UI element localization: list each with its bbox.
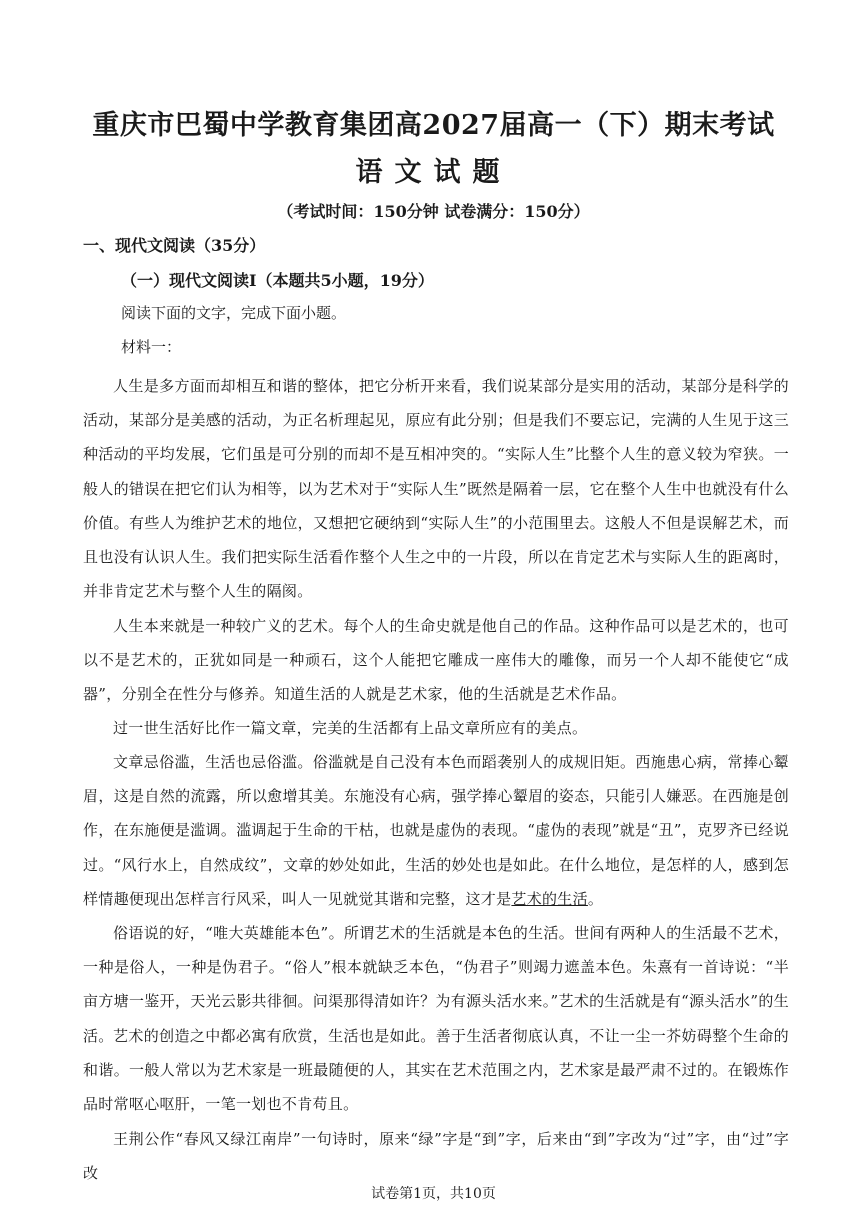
paragraph-end: 。 bbox=[587, 889, 604, 908]
paragraph bbox=[83, 745, 789, 916]
exam-title: 重庆市巴蜀中学教育集团高2027届高一（下）期末考试 bbox=[92, 110, 775, 141]
paragraph: 过一世生活好比作一篇文章，完美的生活都有上品文章所应有的美点。 bbox=[113, 719, 588, 737]
paragraph: 艺术的创造之中都必寓有欣赏，生活也是如此。善于生活者彻底认真，不让一尘一芥妨碍整个生命的和谐。一般人常以为艺术家是一班最随便的人，其实在艺术范围之内，艺术家是最严肃不过的。在锻炼作品时常呕心呕肝，一笔一划也不肯苟且。 bbox=[83, 1027, 789, 1114]
page-footer: 试卷第1页，共10页 bbox=[371, 1186, 496, 1202]
paragraph: 王荆公作“春风又绿江南岸”一句诗时，原来“绿”字是“到”字，后来由“到”字改为“过”字，由“过”字改 bbox=[83, 1130, 789, 1183]
subsection-heading: （一）现代文阅读I（本题共5小题，19分） bbox=[121, 271, 434, 290]
paragraph: 俗语说的好，“唯大英雄能本色”。所谓艺术的生活就是本色的生活。世间有两种人的生活最不艺术，一种是俗人，一种是伪君子。“俗人”根本就缺乏本色，“伪君子”则竭力遮盖本色。朱熹有一首诗说：“半亩方塘一鉴开，天光云影共徘徊。问渠那得清如许？为有源头活水来。”艺术的生活就是有“源头活水”的生活。 bbox=[83, 924, 789, 1045]
paragraph: 人生是多方面而却相互和谐的整体，把它分析开来看，我们说某部分是实用的活动，某部分是科学的活动，某部分是美感的活动，为正名析理起见，原应有此分别；但是我们不要忘记，完满的人生见于这三种活动的平均发展，它们虽是可分别的而却不是互相冲突的。“实际人生”比整个人生的意义较为窄狭。一般人的错误在把它们认为相等，以为艺术对于“实际人生”既然是隔着一层，它在整个人生中也就没有什么价值。有些人为维护艺术的地位，又想把它硬纳到“实际人生”的小范围里去。这般人不但是误解艺术，而且也没有认识人生。我们把实际生活看作整个人生之中的一片段，所以在肯定艺术与实际人生的距离时，并非肯定艺术与整个人生的隔阂。 bbox=[83, 377, 789, 601]
paragraph-text: 文章忌俗滥，生活也忌俗滥。俗滥就是自己没有本色而蹈袭别人的成规旧矩。西施患心病，常捧心颦眉，这是自然的流露，所以愈增其美。东施没有心病，强学捧心颦眉的姿态，只能引人嫌恶。在西施是创作，在东施便是滥调。滥调起于生命的干枯，也就是虚伪的表现。“虚伪的表现”就是“丑”，克罗齐已经说过。“风行水上，自然成纹”，文章的妙处如此，生活的妙处也是如此。在什么地位，是怎样的人，感到怎样情趣便现出怎样言行风采，叫人一见就觉其谐和完整，这才是 bbox=[83, 753, 789, 908]
instruction-text: 阅读下面的文字，完成下面小题。 bbox=[121, 304, 347, 322]
material-label: 材料一： bbox=[121, 338, 182, 356]
section-heading: 一、现代文阅读（35分） bbox=[83, 236, 266, 255]
subject-title: 语文试题 bbox=[355, 157, 512, 188]
exam-info: （考试时间：150分钟 试卷满分：150分） bbox=[277, 202, 590, 221]
underlined-phrase: 艺术的生活 bbox=[511, 889, 588, 908]
paragraph: 人生本来就是一种较广义的艺术。每个人的生命史就是他自己的作品。这种作品可以是艺术的，也可以不是艺术的，正犹如同是一种顽石，这个人能把它雕成一座伟大的雕像，而另一个人却不能使它“成器”，分别全在性分与修养。知道生活的人就是艺术家，他的生活就是艺术作品。 bbox=[83, 617, 789, 704]
